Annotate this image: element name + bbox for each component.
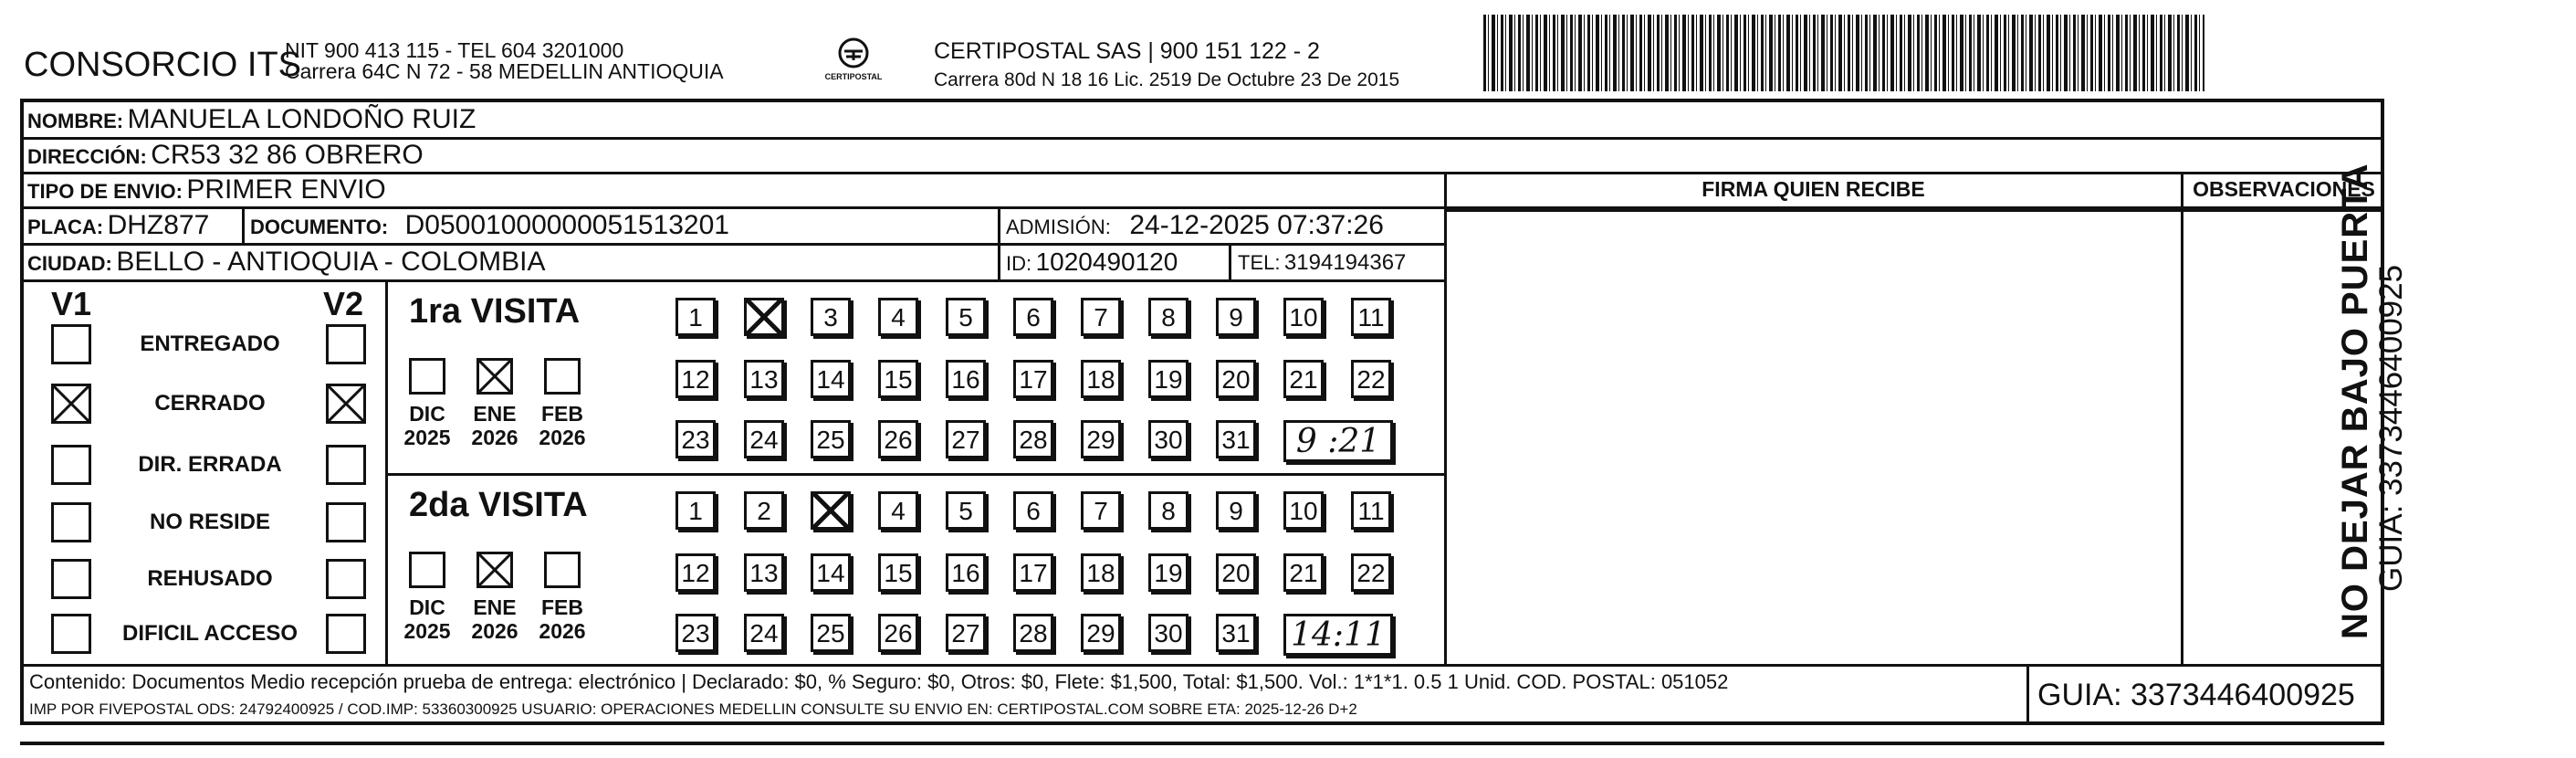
month-year: 2025: [403, 619, 451, 644]
day-box[interactable]: 17: [1013, 553, 1053, 592]
ciudad-value: BELLO - ANTIOQUIA - COLOMBIA: [116, 247, 546, 277]
day-box[interactable]: 2: [744, 491, 784, 530]
day-box[interactable]: 25: [811, 614, 851, 652]
tel-cell: [1238, 252, 1406, 274]
status-label: NO RESIDE: [149, 510, 271, 534]
day-box[interactable]: 24: [744, 420, 784, 458]
placa-label: PLACA:: [27, 216, 104, 238]
day-box[interactable]: 22: [1351, 360, 1391, 398]
admision-label: ADMISIÓN:: [1006, 216, 1111, 238]
ciudad-cell: [27, 248, 545, 276]
day-box[interactable]: 26: [878, 420, 918, 458]
day-box[interactable]: 6: [1013, 491, 1053, 530]
day-box[interactable]: 30: [1148, 614, 1189, 652]
ciudad-label: CIUDAD:: [27, 252, 112, 275]
tipo-envio-label: TIPO DE ENVIO:: [27, 180, 183, 203]
day-box[interactable]: 4: [878, 491, 918, 530]
day-box[interactable]: 26: [878, 614, 918, 652]
month-label: [535, 402, 590, 450]
nombre-row: [27, 106, 476, 133]
status-label: CERRADO: [154, 391, 266, 416]
month-year: 2026: [539, 426, 586, 450]
logo-caption: CERTIPOSTAL: [824, 72, 883, 81]
day-box[interactable]: 31: [1216, 420, 1256, 458]
day-box[interactable]: 17: [1013, 360, 1053, 398]
v2-checkbox[interactable]: [326, 445, 366, 485]
nombre-label: NOMBRE:: [27, 110, 124, 132]
day-box[interactable]: 1: [675, 298, 716, 336]
placa-cell: [27, 212, 209, 239]
v1-checkbox[interactable]: [51, 324, 91, 364]
day-box[interactable]: 3: [811, 298, 851, 336]
direccion-label: DIRECCIÓN:: [27, 145, 147, 168]
carrier-info: [934, 40, 1399, 91]
day-box[interactable]: 20: [1216, 360, 1256, 398]
status-label: ENTREGADO: [140, 332, 280, 356]
day-box[interactable]: 10: [1283, 298, 1324, 336]
v2-checkbox[interactable]: [326, 502, 366, 542]
day-box[interactable]: 21: [1283, 360, 1324, 398]
side-notice: [2337, 163, 2407, 639]
v1-checkbox[interactable]: [51, 614, 91, 654]
day-box[interactable]: 18: [1081, 553, 1121, 592]
admision-cell: [1006, 212, 1384, 239]
month-checkbox[interactable]: [476, 552, 513, 588]
day-box[interactable]: 6: [1013, 298, 1053, 336]
signature-area[interactable]: [1450, 214, 2178, 661]
tel-label: TEL:: [1238, 251, 1281, 274]
v2-checkbox[interactable]: [326, 614, 366, 654]
day-box[interactable]: 14: [811, 553, 851, 592]
status-label: REHUSADO: [147, 566, 273, 591]
month-name: DIC: [409, 595, 445, 619]
day-box[interactable]: 21: [1283, 553, 1324, 592]
firma-header: FIRMA QUIEN RECIBE: [1702, 177, 1925, 201]
month-label: [467, 402, 522, 450]
day-box[interactable]: 5: [946, 491, 986, 530]
month-checkbox[interactable]: [476, 358, 513, 395]
month-label: [467, 595, 522, 644]
day-box[interactable]: 29: [1081, 614, 1121, 652]
day-box[interactable]: 9: [1216, 298, 1256, 336]
month-year: 2025: [403, 426, 451, 450]
tel-value: 3194194367: [1283, 250, 1407, 275]
month-checkbox[interactable]: [544, 552, 581, 588]
day-box[interactable]: 1: [675, 491, 716, 530]
day-box[interactable]: 27: [946, 420, 986, 458]
footer-guia: GUIA: 3373446400925: [2037, 678, 2355, 712]
day-box[interactable]: 19: [1148, 553, 1189, 592]
tipo-envio-row: [27, 176, 386, 204]
day-box[interactable]: 13: [744, 553, 784, 592]
v2-checkbox[interactable]: [326, 559, 366, 599]
day-box[interactable]: 31: [1216, 614, 1256, 652]
day-box[interactable]: 12: [675, 553, 716, 592]
day-box[interactable]: 8: [1148, 298, 1189, 336]
month-label: [535, 595, 590, 644]
day-box[interactable]: 8: [1148, 491, 1189, 530]
day-box[interactable]: 19: [1148, 360, 1189, 398]
v1-checkbox[interactable]: [51, 502, 91, 542]
day-box[interactable]: 12: [675, 360, 716, 398]
placa-value: DHZ877: [107, 210, 210, 240]
day-box[interactable]: 7: [1081, 298, 1121, 336]
v2-checkbox[interactable]: [326, 324, 366, 364]
day-box[interactable]: 11: [1351, 298, 1391, 336]
day-box[interactable]: 13: [744, 360, 784, 398]
day-box[interactable]: 16: [946, 360, 986, 398]
month-checkbox[interactable]: [409, 552, 445, 588]
v1-checkbox[interactable]: [51, 445, 91, 485]
company-name: CONSORCIO ITS: [24, 46, 302, 84]
v2-header: V2: [323, 285, 364, 322]
month-label: [400, 595, 455, 644]
day-box[interactable]: 4: [878, 298, 918, 336]
day-box[interactable]: 9: [1216, 491, 1256, 530]
day-box[interactable]: 29: [1081, 420, 1121, 458]
observaciones-header: OBSERVACIONES: [2193, 177, 2375, 201]
id-label: ID:: [1006, 252, 1032, 275]
day-box[interactable]: [744, 298, 784, 336]
v1-checkbox[interactable]: [51, 384, 91, 424]
documento-label: DOCUMENTO:: [250, 216, 389, 238]
day-box[interactable]: 15: [878, 553, 918, 592]
day-box[interactable]: 25: [811, 420, 851, 458]
month-year: 2026: [471, 619, 518, 644]
carrier-address-line: Carrera 80d N 18 16 Lic. 2519 De Octubre 23 De 2015: [934, 69, 1400, 90]
barcode: [1483, 15, 2204, 91]
day-box[interactable]: 23: [675, 614, 716, 652]
day-box[interactable]: 24: [744, 614, 784, 652]
direccion-row: [27, 142, 424, 169]
documento-value: D05001000000051513201: [404, 210, 729, 240]
admision-value: 24-12-2025 07:37:26: [1129, 210, 1384, 240]
day-box[interactable]: 5: [946, 298, 986, 336]
day-box[interactable]: 14: [811, 360, 851, 398]
company-info: [285, 40, 724, 82]
month-name: FEB: [541, 402, 583, 426]
day-box[interactable]: 28: [1013, 420, 1053, 458]
footer-content-line: Contenido: Documentos Medio recepción prueba de entrega: electrónico | Declarado: $0, % Seguro: $0, Otros: $0, Flete: $1,500, Total: $1,500. Vol.: 1*1*1. 0.5 1 Unid. COD. POSTAL: 051052: [29, 670, 1729, 693]
certipostal-logo: [817, 37, 890, 91]
company-nit-line: NIT 900 413 115 - TEL 604 3201000: [285, 38, 624, 62]
v1-checkbox[interactable]: [51, 559, 91, 599]
month-name: ENE: [473, 595, 517, 619]
status-label: DIFICIL ACCESO: [121, 621, 298, 646]
day-box[interactable]: 11: [1351, 491, 1391, 530]
documento-cell: [250, 212, 729, 239]
id-cell: [1006, 249, 1178, 275]
day-box[interactable]: 30: [1148, 420, 1189, 458]
day-box[interactable]: [811, 491, 851, 530]
month-name: ENE: [473, 402, 517, 426]
side-guia: GUIA: 3373446400925: [2373, 264, 2409, 592]
day-box[interactable]: 28: [1013, 614, 1053, 652]
month-name: DIC: [409, 402, 445, 426]
visit-time: 14:11: [1283, 614, 1393, 656]
day-box[interactable]: 7: [1081, 491, 1121, 530]
direccion-value: CR53 32 86 OBRERO: [151, 140, 424, 170]
carrier-nit-line: CERTIPOSTAL SAS | 900 151 122 - 2: [934, 38, 1320, 64]
day-box[interactable]: 22: [1351, 553, 1391, 592]
day-box[interactable]: 15: [878, 360, 918, 398]
footer-imp-line: IMP POR FIVEPOSTAL ODS: 24792400925 / COD.IMP: 53360300925 USUARIO: OPERACIONES MEDELLIN CONSULTE SU ENVIO EN: CERTIPOSTAL.COM SOBRE ETA: 2025-12-26 D+2: [29, 700, 1357, 718]
day-box[interactable]: 27: [946, 614, 986, 652]
month-name: FEB: [541, 595, 583, 619]
no-dejar-bajo-puerta: NO DEJAR BAJO PUERTA: [2335, 163, 2375, 639]
id-value: 1020490120: [1035, 247, 1178, 276]
nombre-value: MANUELA LONDOÑO RUIZ: [127, 104, 476, 134]
status-label: DIR. ERRADA: [138, 452, 282, 477]
month-year: 2026: [471, 426, 518, 450]
month-checkbox[interactable]: [544, 358, 581, 395]
visit-time: 9 :21: [1283, 420, 1393, 462]
company-address-line: Carrera 64C N 72 - 58 MEDELLIN ANTIOQUIA: [285, 59, 724, 83]
visit-title: 2da VISITA: [409, 486, 588, 524]
day-box[interactable]: 20: [1216, 553, 1256, 592]
day-box[interactable]: 16: [946, 553, 986, 592]
month-year: 2026: [539, 619, 586, 644]
month-checkbox[interactable]: [409, 358, 445, 395]
day-box[interactable]: 18: [1081, 360, 1121, 398]
tipo-envio-value: PRIMER ENVIO: [186, 174, 386, 205]
v1-header: V1: [51, 285, 92, 322]
day-box[interactable]: 10: [1283, 491, 1324, 530]
certipostal-logo-icon: [817, 37, 890, 91]
month-label: [400, 402, 455, 450]
day-box[interactable]: 23: [675, 420, 716, 458]
visit-title: 1ra VISITA: [409, 292, 581, 331]
v2-checkbox[interactable]: [326, 384, 366, 424]
